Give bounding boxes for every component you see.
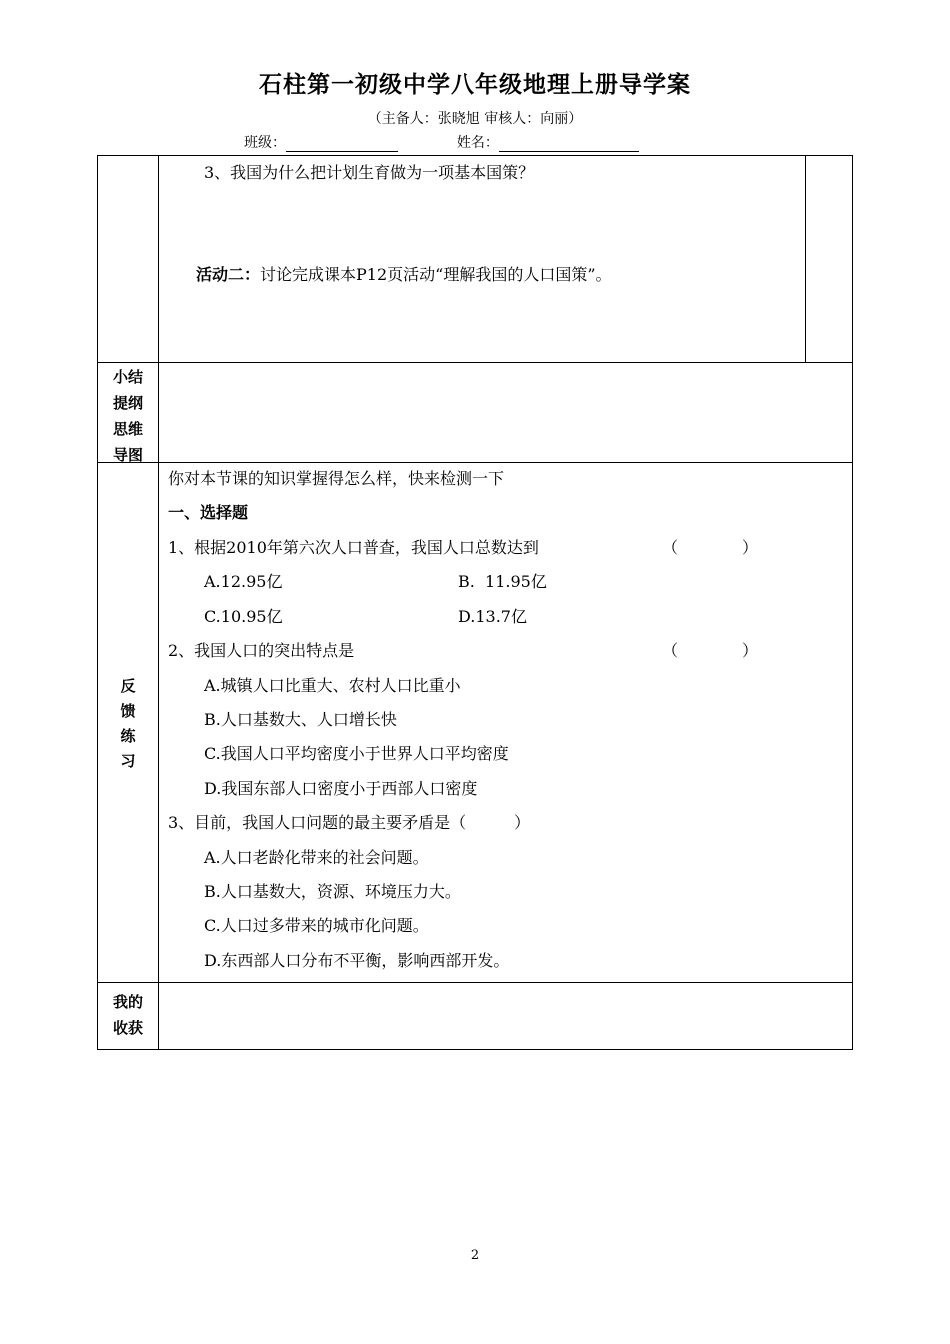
feedback-label: 反 馈 练 习 xyxy=(120,677,136,770)
table-border-right xyxy=(852,155,853,1050)
choice-heading: 一、选择题 xyxy=(168,503,249,522)
q2-option-d[interactable]: D.我国东部人口密度小于西部人口密度 xyxy=(204,779,478,798)
row-divider-3 xyxy=(97,982,853,983)
class-blank[interactable] xyxy=(286,136,398,152)
activity-two xyxy=(196,262,612,285)
q3-text: 3、目前，我国人口问题的最主要矛盾是（ ） xyxy=(168,813,531,832)
feedback-intro: 你对本节课的知识掌握得怎么样，快来检测一下 xyxy=(168,469,505,488)
page-number: 2 xyxy=(470,1248,480,1263)
q3-option-d[interactable]: D.东西部人口分布不平衡，影响西部开发。 xyxy=(204,951,510,970)
table-border-left xyxy=(97,155,98,1050)
name-blank[interactable] xyxy=(499,136,639,152)
q2-option-b[interactable]: B.人口基数大、人口增长快 xyxy=(204,710,397,729)
q2-answer-bracket[interactable]: （ ） xyxy=(662,641,759,660)
author-subtitle: （主备人：张晓旭 审核人：向丽） xyxy=(367,111,583,127)
q1-text: 1、根据2010年第六次人口普查，我国人口总数达到 xyxy=(168,538,539,557)
row-divider-1 xyxy=(97,362,853,363)
class-name-line xyxy=(244,132,639,152)
q1-option-d[interactable]: D.13.7亿 xyxy=(458,607,527,626)
q1-option-b[interactable]: B. 11.95亿 xyxy=(458,572,547,591)
q3-option-b[interactable]: B.人口基数大，资源、环境压力大。 xyxy=(204,882,461,901)
name-label: 姓名： xyxy=(456,135,499,151)
q2-option-a[interactable]: A.城镇人口比重大、农村人口比重小 xyxy=(204,676,461,695)
harvest-label: 我的 收获 xyxy=(112,993,143,1037)
q3-option-c[interactable]: C.人口过多带来的城市化问题。 xyxy=(204,916,429,935)
q1-option-a[interactable]: A.12.95亿 xyxy=(204,572,283,591)
inner-right-divider xyxy=(805,155,806,362)
q1-answer-bracket[interactable]: （ ） xyxy=(662,538,759,557)
q3-option-a[interactable]: A.人口老龄化带来的社会问题。 xyxy=(204,848,429,867)
question-3-national-policy: 3、我国为什么把计划生育做为一项基本国策？ xyxy=(204,163,535,182)
class-label: 班级： xyxy=(244,135,286,151)
activity-label: 活动二： xyxy=(196,265,261,284)
table-border-top xyxy=(97,155,853,156)
activity-text: 讨论完成课本P12页活动“理解我国的人口国策”。 xyxy=(260,265,612,284)
q2-text: 2、我国人口的突出特点是 xyxy=(168,641,355,660)
summary-label: 小结 提纲 思维 导图 xyxy=(112,368,143,464)
q1-option-c[interactable]: C.10.95亿 xyxy=(204,607,283,626)
label-column-divider xyxy=(158,155,159,1050)
q2-option-c[interactable]: C.我国人口平均密度小于世界人口平均密度 xyxy=(204,744,509,763)
row-divider-2 xyxy=(97,462,853,463)
table-border-bottom xyxy=(97,1049,853,1050)
page-title: 石柱第一初级中学八年级地理上册导学案 xyxy=(259,72,691,98)
